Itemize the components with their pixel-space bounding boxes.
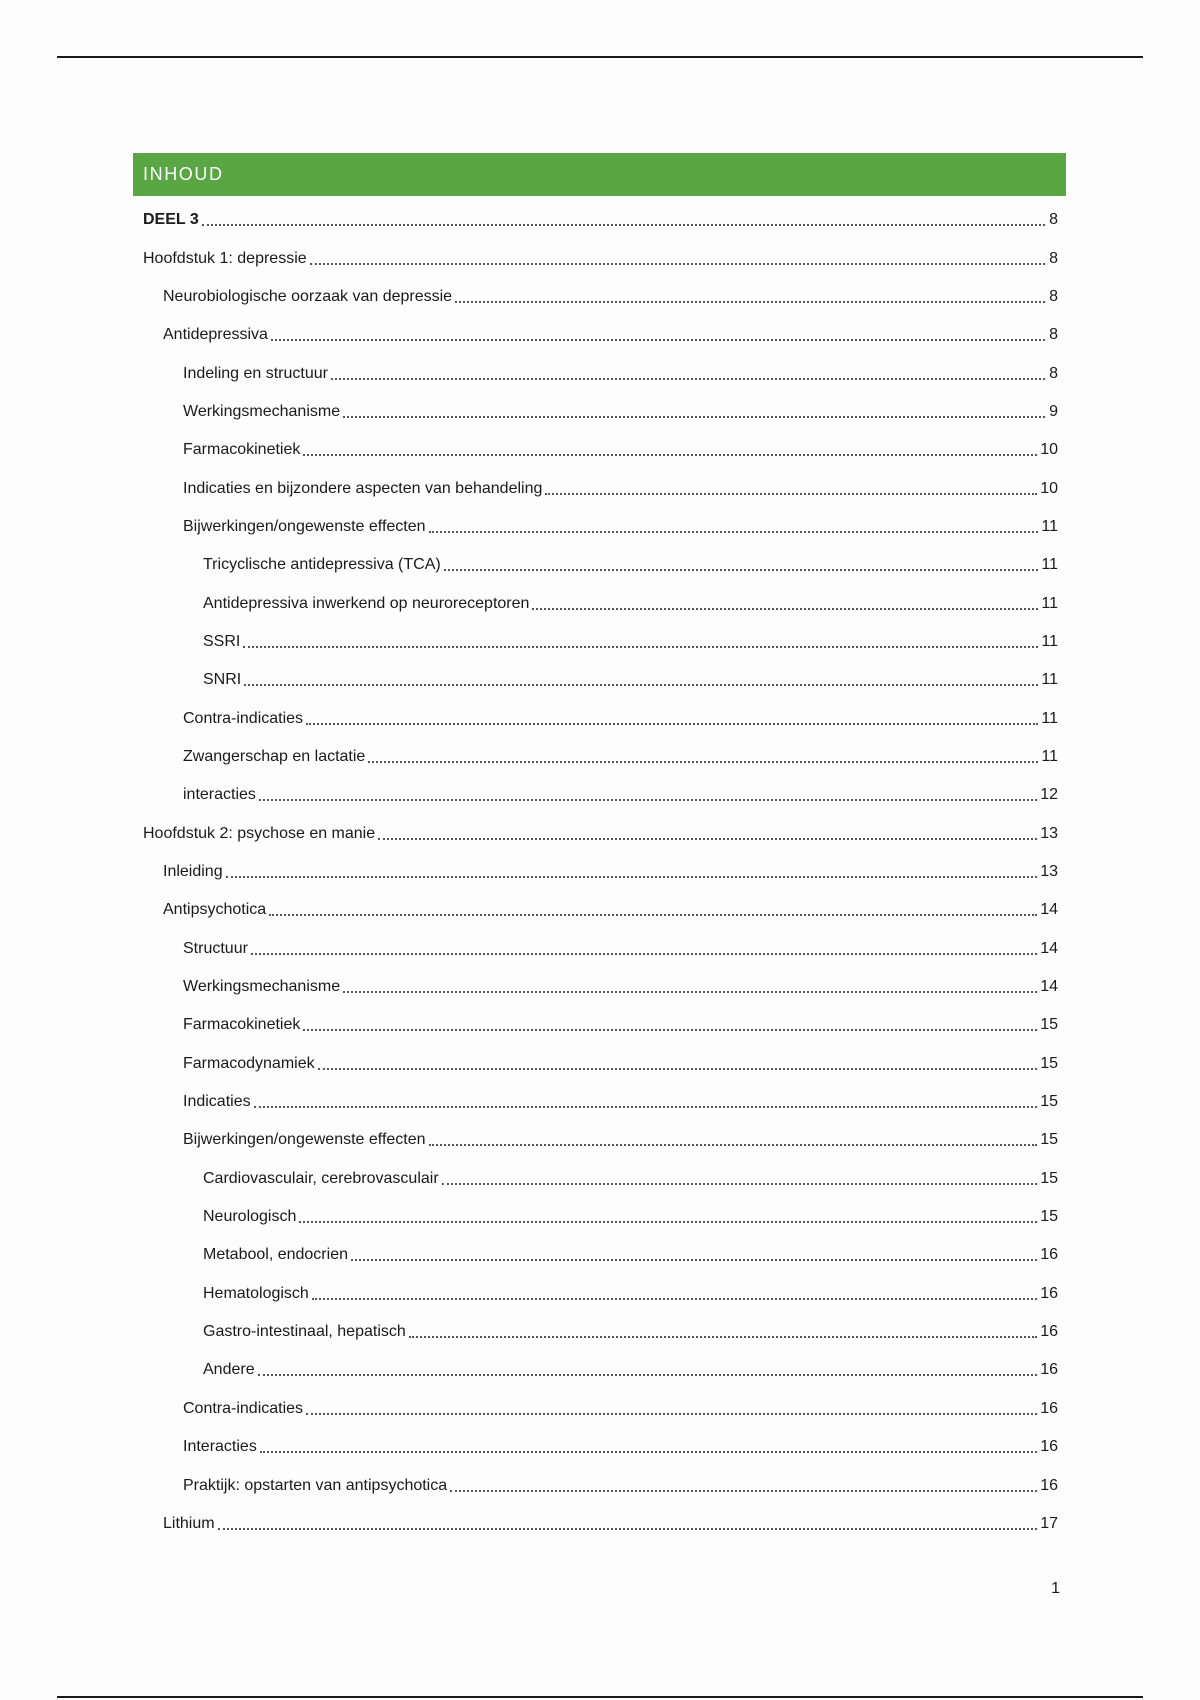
toc-dot-leader [545,493,1037,495]
toc-entry[interactable] [133,546,1058,584]
toc-entry-page: 16 [1040,1476,1058,1494]
toc-entry-page: 11 [1041,556,1058,574]
toc-dot-leader [455,301,1045,303]
toc-entry[interactable] [133,354,1058,392]
toc-entry-title: SSRI [203,632,241,650]
toc-entry[interactable] [133,738,1058,776]
toc-entry-title: Hematologisch [203,1284,309,1302]
toc-entry[interactable] [133,469,1058,507]
toc-entry-title: Cardiovasculair, cerebrovasculair [203,1169,439,1187]
toc-entry[interactable] [133,1160,1058,1198]
top-rule [57,56,1143,58]
toc-dot-leader [378,838,1037,840]
toc-entry-title: Antidepressiva [163,326,268,344]
toc-entry[interactable] [133,968,1058,1006]
toc-entry[interactable] [133,1466,1058,1504]
toc-entry[interactable] [133,316,1058,354]
toc-entry-title: Antipsychotica [163,901,267,919]
page-number: 1 [1051,1580,1060,1597]
toc-dot-leader [251,953,1037,955]
toc-dot-leader [218,1528,1038,1530]
toc-dot-leader [303,454,1037,456]
toc-entry-page: 11 [1041,517,1058,535]
toc-dot-leader [444,569,1039,571]
toc-heading: INHOUD [133,153,1066,196]
toc-entry[interactable] [133,239,1058,277]
toc-entry-page: 11 [1041,709,1058,727]
toc-entry-title: Praktijk: opstarten van antipsychotica [183,1476,448,1494]
toc-entry-page: 14 [1040,978,1058,996]
toc-entry[interactable] [133,1121,1058,1159]
toc-entry[interactable] [133,1390,1058,1428]
toc-entry[interactable] [133,853,1058,891]
toc-entry-page: 8 [1049,364,1058,382]
toc-dot-leader [318,1068,1038,1070]
toc-dot-leader [306,1413,1037,1415]
toc-entry[interactable] [133,1083,1058,1121]
toc-entry-page: 15 [1040,1169,1058,1187]
toc-dot-leader [310,263,1045,265]
toc-entry[interactable] [133,278,1058,316]
toc-dot-leader [299,1221,1037,1223]
toc-entry-page: 16 [1040,1438,1058,1456]
toc-entry[interactable] [133,1006,1058,1044]
toc-entry-title: Bijwerkingen/ongewenste effecten [183,517,426,535]
toc-entry-title: interacties [183,786,256,804]
toc-dot-leader [343,991,1037,993]
toc-entry-page: 15 [1040,1054,1058,1072]
toc-entry-title: Werkingsmechanisme [183,402,341,420]
toc-dot-leader [442,1183,1038,1185]
toc-entry-page: 14 [1040,939,1058,957]
toc-entry-title: Metabool, endocrien [203,1246,348,1264]
toc-entry[interactable] [133,815,1058,853]
toc-entry[interactable] [133,1351,1058,1389]
toc-dot-leader [409,1336,1037,1338]
toc-entry-title: Contra-indicaties [183,1399,304,1417]
toc-entry[interactable] [133,1045,1058,1083]
toc-entry-title: Bijwerkingen/ongewenste effecten [183,1131,426,1149]
toc-entry-page: 15 [1040,1131,1058,1149]
toc-entry-title: Contra-indicaties [183,709,304,727]
toc-entry[interactable] [133,1275,1058,1313]
toc-dot-leader [260,1451,1037,1453]
toc-entry-page: 16 [1040,1284,1058,1302]
toc-entry-page: 11 [1041,594,1058,612]
toc-dot-leader [202,224,1045,226]
toc-entry-title: Werkingsmechanisme [183,978,341,996]
toc-entry-page: 15 [1040,1208,1058,1226]
toc-dot-leader [312,1298,1037,1300]
toc-entry[interactable] [133,201,1058,239]
toc-entry-title: Zwangerschap en lactatie [183,747,366,765]
toc-entry[interactable] [133,508,1058,546]
toc-entry[interactable] [133,891,1058,929]
toc-entry-page: 16 [1040,1361,1058,1379]
toc-dot-leader [429,531,1039,533]
toc-dot-leader [244,684,1038,686]
toc-dot-leader [450,1490,1037,1492]
toc-entry-title: SNRI [203,671,242,689]
toc-dot-leader [258,1374,1038,1376]
toc-entry-page: 8 [1049,287,1058,305]
toc-entry-title: Hoofdstuk 2: psychose en manie [143,824,376,842]
toc-entry[interactable] [133,1198,1058,1236]
toc-dot-leader [243,646,1038,648]
toc-entry[interactable] [133,776,1058,814]
toc-entry-title: Gastro-intestinaal, hepatisch [203,1323,406,1341]
toc-entry-page: 10 [1040,441,1058,459]
toc-entry-page: 14 [1040,901,1058,919]
toc-entry-title: DEEL 3 [143,211,199,229]
toc-dot-leader [368,761,1038,763]
toc-dot-leader [226,876,1038,878]
toc-dot-leader [254,1106,1038,1108]
toc-entry-page: 15 [1040,1093,1058,1111]
toc-dot-leader [271,339,1045,341]
toc-dot-leader [351,1259,1037,1261]
toc-entry[interactable] [133,431,1058,469]
table-of-contents [133,201,1058,1543]
toc-entry-page: 8 [1049,211,1058,229]
toc-dot-leader [259,799,1037,801]
toc-entry[interactable] [133,584,1058,622]
toc-entry-page: 16 [1040,1323,1058,1341]
toc-entry-title: Neurologisch [203,1208,297,1226]
toc-entry-title: Interacties [183,1438,257,1456]
toc-entry-page: 10 [1040,479,1058,497]
bottom-rule [57,1696,1143,1698]
toc-entry-page: 12 [1040,786,1058,804]
toc-entry[interactable] [133,1313,1058,1351]
toc-entry-title: Farmacokinetiek [183,441,301,459]
toc-entry-page: 15 [1040,1016,1058,1034]
toc-dot-leader [532,608,1038,610]
toc-entry-page: 8 [1049,249,1058,267]
toc-entry-page: 11 [1041,632,1058,650]
toc-entry-page: 9 [1049,402,1058,420]
toc-entry[interactable] [133,623,1058,661]
toc-entry-page: 8 [1049,326,1058,344]
toc-entry-page: 17 [1040,1514,1058,1532]
toc-dot-leader [306,723,1038,725]
toc-entry-title: Farmacodynamiek [183,1054,315,1072]
toc-dot-leader [429,1144,1038,1146]
toc-entry-title: Hoofdstuk 1: depressie [143,249,307,267]
toc-entry-title: Lithium [163,1514,215,1532]
toc-entry-page: 13 [1040,863,1058,881]
toc-entry-page: 13 [1040,824,1058,842]
toc-entry-title: Andere [203,1361,255,1379]
toc-entry[interactable] [133,1428,1058,1466]
toc-entry-title: Inleiding [163,863,223,881]
toc-entry-page: 16 [1040,1246,1058,1264]
toc-entry[interactable] [133,699,1058,737]
toc-dot-leader [343,416,1045,418]
toc-entry-page: 11 [1041,671,1058,689]
toc-entry-title: Farmacokinetiek [183,1016,301,1034]
toc-dot-leader [269,914,1037,916]
toc-entry-page: 16 [1040,1399,1058,1417]
toc-entry[interactable] [133,1236,1058,1274]
toc-dot-leader [331,378,1045,380]
toc-entry[interactable] [133,1505,1058,1543]
toc-entry[interactable] [133,661,1058,699]
toc-entry[interactable] [133,393,1058,431]
toc-dot-leader [303,1029,1037,1031]
toc-entry-title: Indicaties en bijzondere aspecten van behandeling [183,479,543,497]
toc-entry-title: Neurobiologische oorzaak van depressie [163,287,453,305]
toc-entry-title: Structuur [183,939,248,957]
toc-entry-title: Tricyclische antidepressiva (TCA) [203,556,441,574]
toc-entry-title: Indeling en structuur [183,364,328,382]
toc-entry-title: Antidepressiva inwerkend op neuroreceptoren [203,594,530,612]
toc-entry-page: 11 [1041,747,1058,765]
toc-entry-title: Indicaties [183,1093,251,1111]
toc-entry[interactable] [133,930,1058,968]
